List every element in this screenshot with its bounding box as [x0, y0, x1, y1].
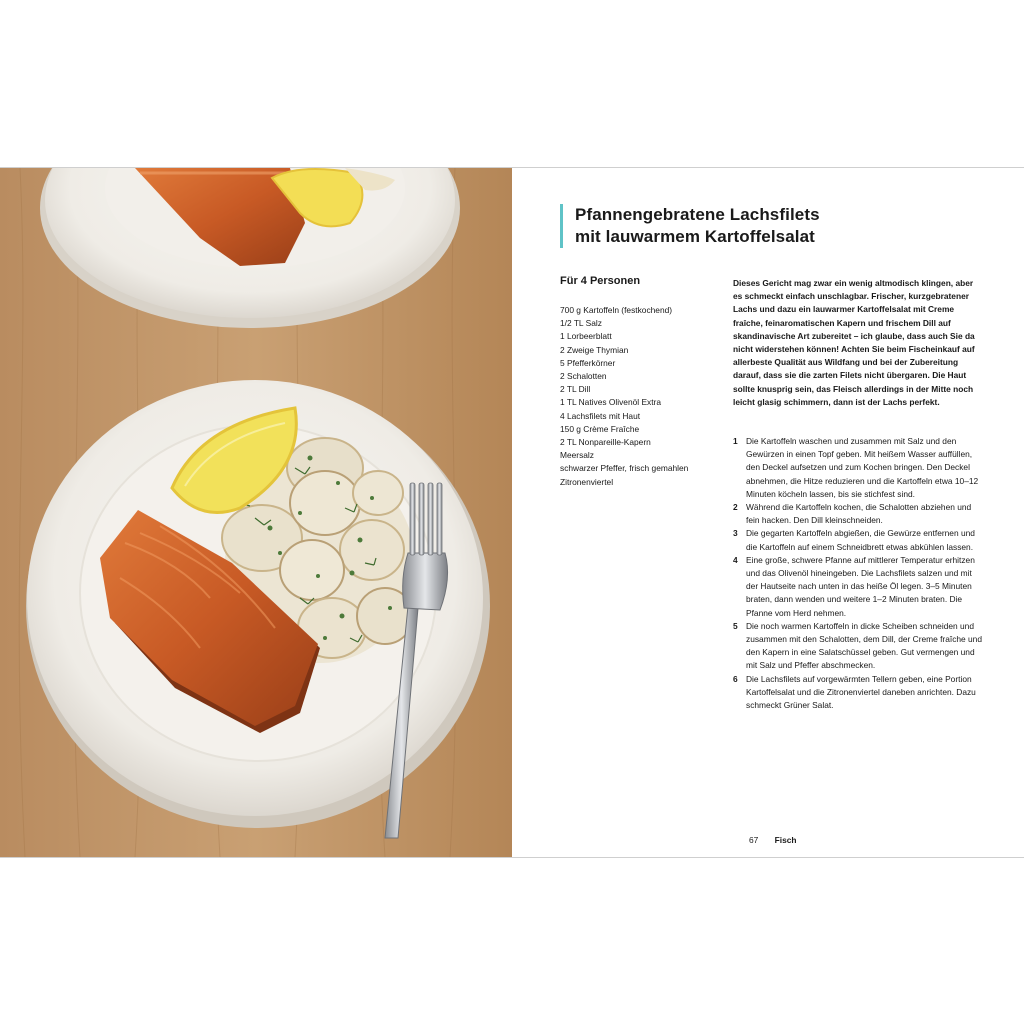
servings-heading: Für 4 Personen [560, 275, 641, 287]
step-text: Eine große, schwere Pfanne auf mittlerer Temperatur erhitzen und das Olivenöl hineingeben. Die Lachsfilets salzen und mit der Hautseite nach unten in das heiße Öl legen. 3–5 Minuten braten, dann wenden und weitere 1–2 Minuten braten. Die Pfanne vom Herd nehmen. [746, 554, 975, 618]
method-step [733, 673, 983, 713]
ingredient-item: 150 g Crème Fraîche [560, 423, 640, 434]
ingredient-item: 5 Pfefferkörner [560, 357, 616, 368]
recipe-intro: Dieses Gericht mag zwar ein wenig altmodisch klingen, aber es schmeckt einfach unschlagbar. Frischer, kurzgebratener Lachs und dazu ein lauwarmer Kartoffelsalat mit Creme fraîche, feinaromatischen Kapern und frischem Dill auf skandinavische Art zubereitet – ich glaube, dass auch Sie da nicht widerstehen können! Achten Sie beim Fischeinkauf auf allerbeste Qualität aus Wildfang und bei der Zubereitung darauf, dass sie die zarten Filets nicht übergaren. Die Haut sollte knusprig sein, das Fleisch allerdings in der Mitte noch leicht glasig schimmern, dann ist der Lachs perfekt. [733, 278, 975, 407]
ingredient-item: schwarzer Pfeffer, frisch gemahlen [560, 463, 689, 474]
food-photo [0, 168, 512, 857]
step-text: Die gegarten Kartoffeln abgießen, die Gewürze entfernen und die Kartoffeln auf einem Schneidbrett etwas abkühlen lassen. [746, 528, 975, 552]
method-step [733, 501, 983, 527]
step-number: 3 [733, 528, 738, 539]
ingredient-item: 2 TL Dill [560, 384, 591, 395]
ingredient-item: 4 Lachsfilets mit Haut [560, 410, 641, 421]
step-number: 2 [733, 502, 738, 513]
book-spread [0, 167, 1024, 858]
section-name: Fisch [774, 835, 797, 845]
recipe-page [512, 168, 1024, 857]
ingredient-item: 2 Schalotten [560, 371, 607, 382]
step-number: 6 [733, 673, 738, 684]
step-number: 4 [733, 554, 738, 565]
method-step [733, 435, 983, 501]
step-text: Während die Kartoffeln kochen, die Schalotten abziehen und fein hacken. Den Dill kleinschneiden. [746, 502, 972, 526]
step-text: Die noch warmen Kartoffeln in dicke Scheiben schneiden und zusammen mit den Schalotten, dem Dill, der Creme fraîche und den Kapern in eine Salatschüssel geben. Gut vermengen und mit Salz und Pfeffer abschmecken. [746, 620, 983, 671]
step-text: Die Lachsfilets auf vorgewärmten Tellern geben, eine Portion Kartoffelsalat und die Zitronenviertel daneben anrichten. Dazu schmeckt Grüner Salat. [746, 673, 976, 711]
recipe-title-line-1: Pfannengebratene Lachsfilets [575, 205, 820, 224]
page-number: 67 [749, 835, 759, 845]
ingredient-item: 2 Zweige Thymian [560, 344, 629, 355]
ingredient-item: Zitronenviertel [560, 476, 614, 487]
method-step [733, 554, 983, 620]
ingredient-item: 1 TL Natives Olivenöl Extra [560, 397, 662, 408]
step-number: 1 [733, 436, 738, 446]
ingredient-item: 1/2 TL Salz [560, 318, 602, 329]
method-step [733, 527, 983, 553]
ingredient-list [560, 304, 720, 489]
method-step [733, 620, 983, 673]
recipe-title-line-2: mit lauwarmem Kartoffelsalat [575, 227, 815, 246]
recipe-title [560, 204, 820, 248]
ingredient-item: 700 g Kartoffeln (festkochend) [560, 305, 673, 315]
method-steps [733, 435, 983, 712]
page-footer [749, 835, 797, 845]
ingredient-item: 2 TL Nonpareille-Kapern [560, 437, 651, 448]
step-text: Die Kartoffeln waschen und zusammen mit Salz und den Gewürzen in einen Topf geben. Mit heißem Wasser auffüllen, den Deckel aufsetzen und zum Kochen bringen. Den Deckel abnehmen, die Hitze reduzieren und die Kartoffeln etwa 10–12 Minuten köcheln lassen, bis sie stichfest sind. [746, 436, 979, 499]
step-number: 5 [733, 620, 738, 631]
ingredient-item: 1 Lorbeerblatt [560, 331, 612, 342]
ingredient-item: Meersalz [560, 450, 594, 461]
